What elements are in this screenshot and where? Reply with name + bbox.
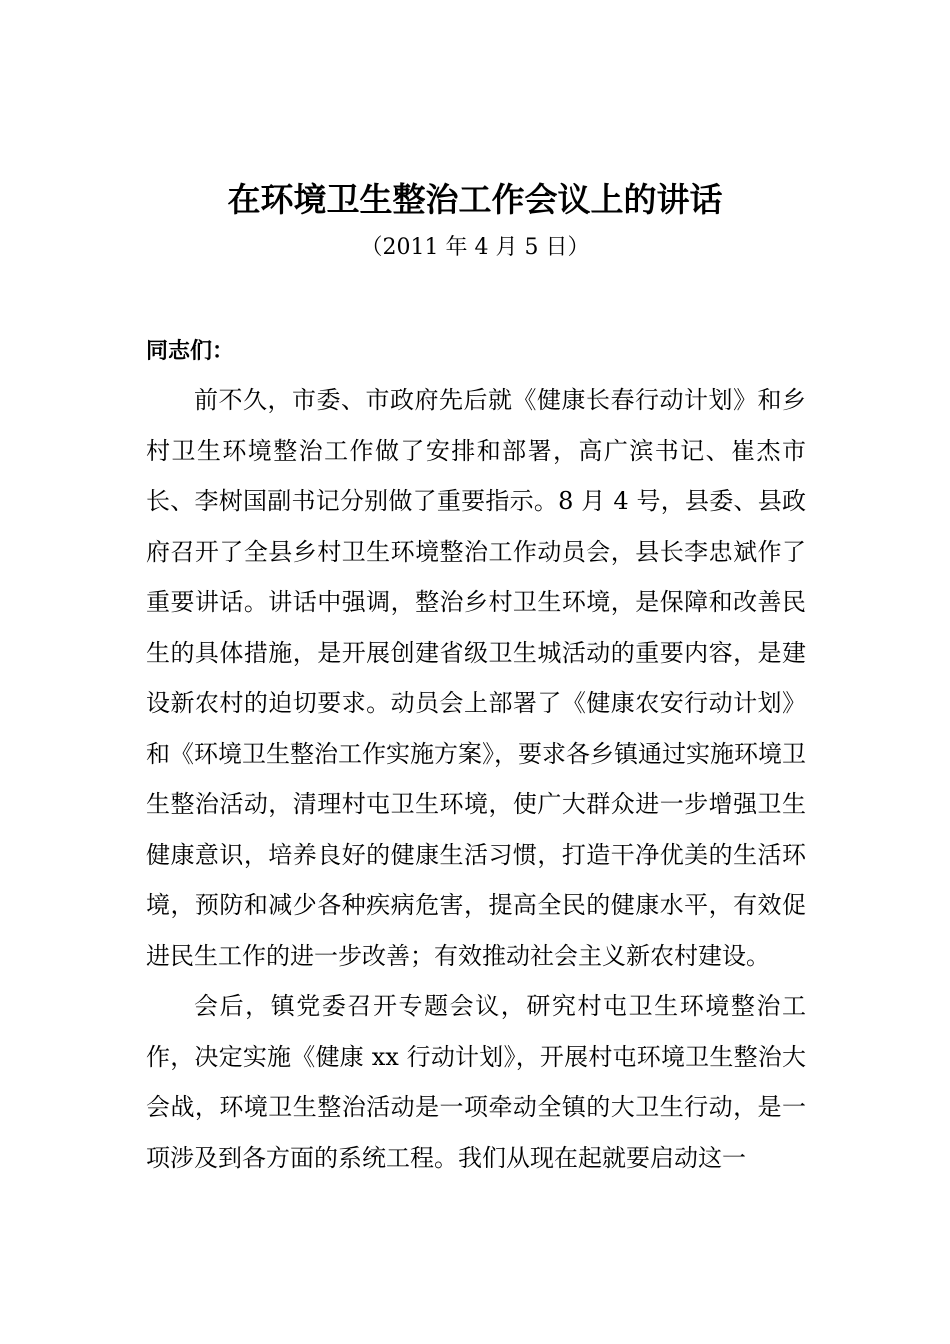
document-body (146, 375, 806, 1183)
document-date: （2011 年 4 月 5 日） (360, 235, 590, 260)
salutation: 同志们： (146, 339, 235, 364)
paragraph-1: 前不久，市委、市政府先后就《健康长春行动计划》和乡村卫生环境整治工作做了安排和部署，高广滨书记、崔杰市长、李树国副书记分别做了重要指示。8 月 4 号，县委、县政府召开了全县乡村卫生环境整治工作动员会，县长李忠斌作了重要讲话。讲话中强调，整治乡村卫生环境，是保障和改善民生的具体措施，是开展创建省级卫生城活动的重要内容，是建设新农村的迫切要求。动员会上部署了《健康农安行动计划》和《环境卫生整治工作实施方案》，要求各乡镇通过实施环境卫生整治活动，清理村屯卫生环境，使广大群众进一步增强卫生健康意识，培养良好的健康生活习惯，打造干净优美的生活环境，预防和减少各种疾病危害，提高全民的健康水平，有效促进民生工作的进一步改善；有效推动社会主义新农村建设。 (146, 386, 806, 970)
document-title: 在环境卫生整治工作会议上的讲话 (227, 180, 723, 219)
paragraph-2: 会后，镇党委召开专题会议，研究村屯卫生环境整治工作，决定实施《健康 xx 行动计划》，开展村屯环境卫生整治大会战，环境卫生整治活动是一项牵动全镇的大卫生行动，是一项涉及到各方面的系统工程。我们从现在起就要启动这一 (146, 992, 806, 1172)
